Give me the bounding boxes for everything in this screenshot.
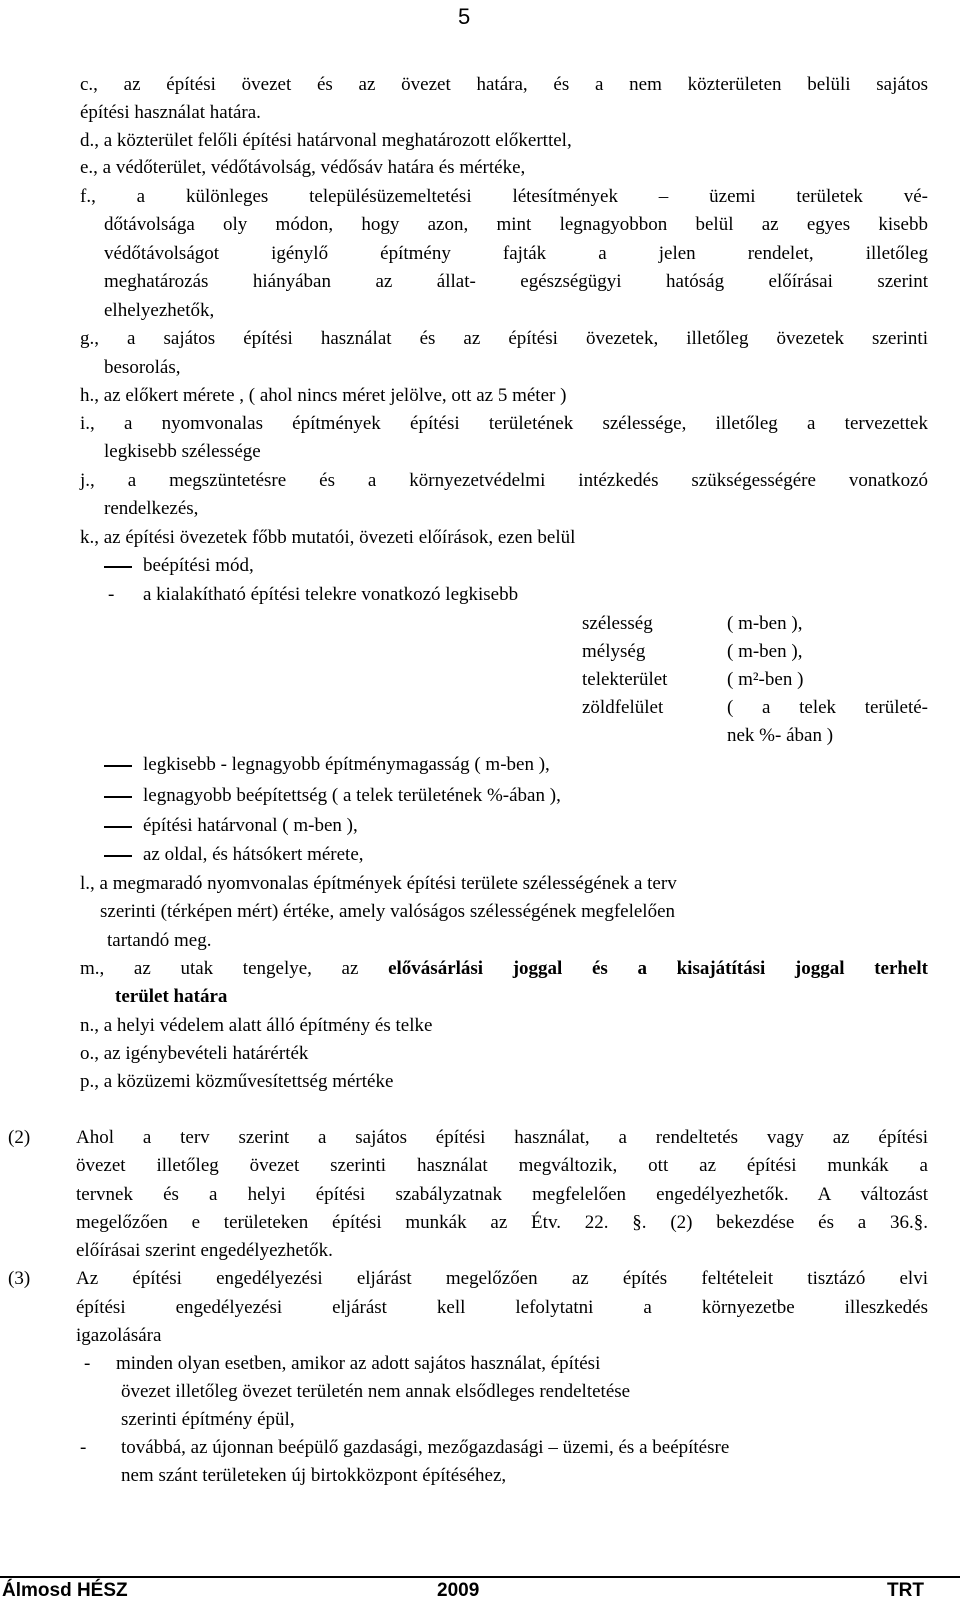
bullet1-line1: minden olyan esetben, amikor az adott sajátos használat, építési [116,1353,601,1374]
para2-line: megelőzően e területeken építési munkák az Étv. 22. §. (2) bekezdése és a 36.§. [76,1212,928,1233]
para3-line: építési engedélyezési eljárást kell lefolytatni a környezetbe illeszkedés [76,1297,928,1318]
footer-left: Álmosd HÉSZ [2,1580,128,1601]
item-m-bold: elővásárlási joggal és a kisajátítási joggal terhelt [388,958,928,979]
para2-line: tervnek és a helyi építési szabályzatnak megfelelően engedélyezhetők. A változást [76,1184,928,1205]
para3-number: (3) [8,1268,31,1289]
item-k-sub4: legnagyobb beépítettség ( a telek területének %-ában ), [143,785,561,806]
item-k: k., az építési övezetek főbb mutatói, övezeti előírások, ezen belül [80,527,576,548]
para2-number: (2) [8,1127,31,1148]
page-number: 5 [458,4,471,29]
bullet-dash: - [84,1353,91,1374]
item-i-line2: legkisebb szélessége [104,441,261,462]
item-m-text: m., az utak tengelye, az [80,958,359,979]
dash-marker [104,566,132,568]
dim-name-1: szélesség [582,613,653,634]
dim-name-4: zöldfelület [582,697,664,718]
bullet-dash: - [80,1437,87,1458]
item-f-line2: dőtávolsága oly módon, hogy azon, mint legnagyobbon belül az egyes kisebb [104,214,928,235]
footer-right: TRT [887,1580,924,1601]
dim-unit-4-cont: nek %- ában ) [727,725,834,746]
item-f-line1: f., a különleges településüzemeltetési létesítmények – üzemi területek vé- [80,186,928,207]
item-k-sub2-dash: - [108,584,115,605]
dash-marker [104,855,132,857]
dash-marker [104,796,132,798]
dim-unit-2: ( m-ben ), [727,641,803,662]
item-f-line4: meghatározás hiányában az állat- egészségügyi hatóság előírásai szerint [104,271,928,292]
bullet1-line2: övezet illetőleg övezet területén nem annak elsődleges rendeltetése [121,1381,631,1402]
item-l-line1: l., a megmaradó nyomvonalas építmények építési területe szélességének a terv [80,873,677,894]
item-i-line1: i., a nyomvonalas építmények építési területének szélessége, illetőleg a tervezettek [80,413,928,434]
bullet1-line3: szerinti építmény épül, [121,1409,295,1430]
item-f-line3: védőtávolságot igénylő építmény fajták a jelen rendelet, illetőleg [104,243,928,264]
dim-unit-1: ( m-ben ), [727,613,803,634]
dash-marker [104,765,132,767]
item-l-line3: tartandó meg. [107,930,212,951]
item-f-line5: elhelyezhetők, [104,300,215,321]
item-l-line2: szerinti (térképen mért) értéke, amely valóságos szélességének megfelelően [100,901,676,922]
item-k-sub5: építési határvonal ( m-ben ), [143,815,358,836]
dash-marker [104,826,132,828]
para3-line: igazolására [76,1325,162,1346]
dim-unit-4: ( a telek területé- [727,697,928,718]
footer-rule [0,1576,960,1578]
item-h: h., az előkert mérete , ( ahol nincs méret jelölve, ott az 5 méter ) [80,385,567,406]
dim-name-2: mélység [582,641,646,662]
para3-line: Az építési engedélyezési eljárást megelőzően az építés feltételeit tisztázó elvi [76,1268,928,1289]
item-k-sub2: a kialakítható építési telekre vonatkozó legkisebb [143,584,519,605]
para2-line: Ahol a terv szerint a sajátos építési használat, a rendeltetés vagy az építési [76,1127,928,1148]
item-k-sub1: beépítési mód, [143,555,254,576]
dim-name-3: telekterület [582,669,668,690]
bullet2-line2: nem szánt területeken új birtokközpont építéséhez, [121,1465,507,1486]
item-k-sub3: legkisebb - legnagyobb építménymagasság ( m-ben ), [143,754,550,775]
item-c-line1: c., az építési övezet és az övezet határa, és a nem közterületen belüli sajátos [80,74,928,95]
bullet2-line1: továbbá, az újonnan beépülő gazdasági, mezőgazdasági – üzemi, és a beépítésre [121,1437,730,1458]
footer-center: 2009 [437,1580,480,1601]
item-p: p., a közüzemi közművesítettség mértéke [80,1071,394,1092]
item-j-line1: j., a megszüntetésre és a környezetvédelmi intézkedés szükségességére vonatkozó [80,470,928,491]
dim-unit-3: ( m²-ben ) [727,669,804,690]
item-o: o., az igénybevételi határérték [80,1043,309,1064]
para2-line: előírásai szerint engedélyezhetők. [76,1240,333,1261]
item-g-line2: besorolás, [104,357,181,378]
item-e: e., a védőterület, védőtávolság, védősáv határa és mértéke, [80,157,526,178]
item-g-line1: g., a sajátos építési használat és az építési övezetek, illetőleg övezetek szerinti [80,328,928,349]
para2-line: övezet illetőleg övezet szerinti használat megváltozik, ott az építési munkák a [76,1155,928,1176]
item-k-sub6: az oldal, és hátsókert mérete, [143,844,364,865]
item-c-line2: építési használat határa. [80,102,261,123]
item-d: d., a közterület felőli építési határvonal meghatározott előkerttel, [80,130,572,151]
item-n: n., a helyi védelem alatt álló építmény és telke [80,1015,433,1036]
item-m-line2: terület határa [115,986,228,1007]
item-m-line1 [80,958,928,980]
item-j-line2: rendelkezés, [104,498,199,519]
